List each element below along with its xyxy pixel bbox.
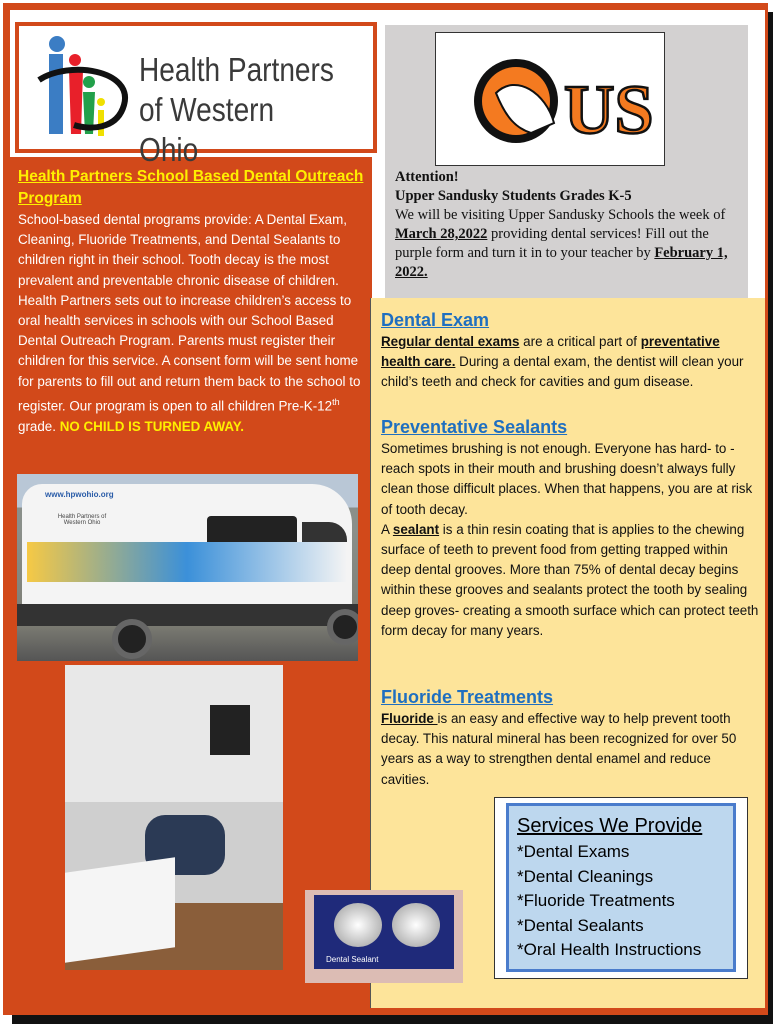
dental-sealant-photo [314,895,454,969]
service-item: *Fluoride Treatments [517,891,675,910]
upper-sandusky-logo [435,32,665,166]
sealant-caption: Dental Sealant [326,955,379,964]
ram-mascot-icon [436,33,664,165]
fluoride-section: Fluoride Treatments Fluoride is an easy and effective way to help prevent tooth decay. This natural mineral has been recognized for over 50 years as a way to strengthen dental enamel and reduce cavities. [381,685,761,790]
visit-notice: Attention! Upper Sandusky Students Grades K-5 We will be visiting Upper Sandusky Schools the week of March 28,2022 providing dental services! Fill out the purple form and turn it in to your teacher by February 1, 2022. [395,169,728,280]
fluoride-heading: Fluoride Treatments [381,687,554,707]
program-title: Health Partners School Based Dental Outreach Program [18,168,364,207]
sealants-heading: Preventative Sealants [381,417,568,437]
service-item: *Dental Cleanings [517,866,654,886]
family-logo-icon [29,30,139,150]
health-partners-logo [15,22,377,168]
services-box [506,803,736,972]
dental-exam-heading: Dental Exam [381,310,490,330]
dental-exam-section: Dental Exam Regular dental exams are a critical part of preventative health care. During a dental exam, the dentist will clean your child’s teeth and check for cavities and gum disease. [381,308,761,393]
program-description: Health Partners School Based Dental Outreach Program School-based dental programs provide: A Dental Exam, Cleaning, Fluoride Treatments, and Dental Sealants to children right in their school. Tooth decay is the most prevalent and preventable chronic disease of children. Health Partners sets out to increase children’s access to oral health services in schools with our School Based Dental Outreach Program. Parents must register their children for this service. A consent form will be sent home for parents to fill out and return them back to the school to register. Our program is open to all children Pre-K-12th grade. NO CHILD IS TURNED AWAY. [18,166,368,437]
services-heading: Services We Provide [517,815,703,837]
mobile-dental-van-photo: www.hpwohio.org Health Partners of Western Ohio [17,474,358,661]
svg-text:US: US [564,72,654,149]
form-deadline: February 1, 2022. [395,245,728,280]
visit-date: March 28,2022 [395,226,488,242]
sealants-section: Preventative Sealants Sometimes brushing is not enough. Everyone has hard- to -reach spots in their mouth and brushing doesn’t always fully clean those difficult places. When that happens, you are at risk of tooth decay. A sealant is a thin resin coating that is applies to the chewing surface of teeth to prevent food from getting trapped within deep dental grooves. More than 75% of dental decay begins within these grooves and sealants protect the tooth by sealing deep groves- creating a smooth surface which can protect teeth form decay for many years. [381,415,761,641]
service-item: *Dental Exams [517,842,630,861]
service-item: *Oral Health Instructions [517,940,702,959]
service-item: *Dental Sealants [517,915,644,935]
dental-clinic-interior-photo [65,665,283,970]
org-name: Health Partners of Western Ohio [139,51,334,168]
